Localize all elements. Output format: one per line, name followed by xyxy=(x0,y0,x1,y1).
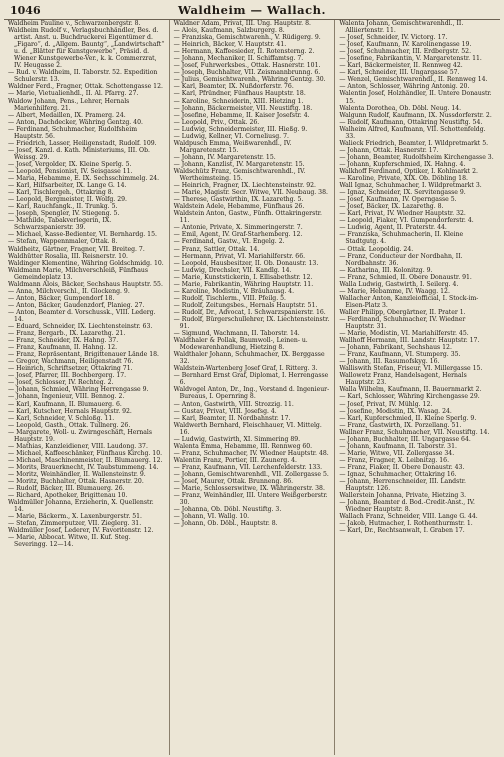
directory-entry: Waldmüller Josef, Lederer, IV. Favoritenstr. 12. xyxy=(8,527,154,535)
directory-entry: Waldmann Alois, Bäcker, Sechshaus Hauptstr. 55. xyxy=(8,280,163,288)
directory-entry: — Richard, Apotheker, Brigittenau 10. xyxy=(8,492,128,500)
directory-entry: — Heinrich, Schriftsetzer, Ottakring 71. xyxy=(8,365,133,373)
directory-entry: Wallner Franz, Schuhmacher, VII. Neustiftg. 14. xyxy=(339,428,490,436)
directory-entry: — Ludwig, Agent, II. Praterstr. 44. xyxy=(339,224,447,232)
directory-entry: — Wenzel, Gemischtwarenhdl., II. Rennweg 14. xyxy=(339,76,488,84)
directory-entry: Waldheim Pauline v., Schwarzenbergstr. 8. xyxy=(8,20,141,27)
directory-entry: — Franz, Repräsentant, Brigittenauer Lände 18. xyxy=(8,351,159,359)
directory-entry: — Ludwig, Drechsler, VII. Kandlg. 14. xyxy=(173,266,292,274)
directory-entry: — Franz, Fiaker, II. Obere Donaustr. 43. xyxy=(339,463,465,471)
directory-entry: Walentin Josef, Holzhändler, II. Untere Donaustr. 15. xyxy=(339,90,492,105)
directory-entry: — Franz, Schneider, IX. Hahng. 37. xyxy=(8,337,119,345)
directory-entry: — Johann, Mechaniker, II. Schiffamtsg. 7. xyxy=(173,55,304,63)
directory-entry: — Josef, Maurer, Ottak. Brunneng. 86. xyxy=(173,478,294,486)
directory-entry: Waldner Ferd., Fragner, Ottak. Schottengasse 12. xyxy=(8,83,163,91)
directory-entry: Walenta Emma, Hebamme, III. Rennweg 60. xyxy=(173,442,313,450)
directory-entry: — Anton, Gastwirth, VIII. Strozzig. 11. xyxy=(173,400,294,408)
directory-entry: — Anton, Schlosser, Währing Antonig. 20. xyxy=(339,83,470,91)
directory-entry: — Rudolf, Zeitungsbes., Hernals Hauptstr. 51. xyxy=(173,301,318,309)
directory-entry: — Antonie, Private, X. Simmeringerstr. 7. xyxy=(173,224,303,232)
directory-entry: — Franziska, Gemischtwarenh., V. Rüdigerg. 9. xyxy=(173,34,321,42)
directory-entry: — Mathias, Kanzleidiener, VIII. Laudong. 37. xyxy=(8,442,148,450)
directory-entry: — Leopold, Fiaker, VI. Gumpendorferstr. 4. xyxy=(339,217,474,225)
directory-entry: — Margarete, Woll- u. Zwirngeschäft, Hernals Hauptstr. 19. xyxy=(8,428,152,443)
directory-entry: Walla Wilhelm, Kaufmann, II. Bauernmarkt 2. xyxy=(339,386,482,394)
directory-entry: — Karoline, Private, XIX. Ob. Döbling 18. xyxy=(339,175,468,183)
directory-entry: — Josef, Kanzl. d. Kath. Ministeriums, III. Ob. Weissg. 29. xyxy=(8,146,150,161)
directory-entry: — Ludwig, Schneidermeister, III. Hießg. 9. xyxy=(173,125,308,133)
directory-entry: Wallowetz Franz, Handelsagent, Hernals Hauptstr. 23. xyxy=(339,372,467,387)
directory-entry: — Marie, Fabrikantin, Währing Hauptstr. 11. xyxy=(173,280,314,288)
directory-entry: — Heinrich, Fragner, IX. Liechtensteinstr. 92. xyxy=(173,182,316,190)
directory-entry: — Moritz, Weinhändler, II. Wallensteinstr. 9. xyxy=(8,471,146,478)
directory-entry: — Josef, Kaufmann, IV. Karolinengasse 19. xyxy=(339,41,472,49)
directory-entry: — Josef, Schlosser, IV. Rechteg. 2. xyxy=(8,379,114,387)
directory-entry: — Joseph, Spengler, IV. Stiegeng. 5. xyxy=(8,210,120,218)
directory-entry: Walheim Alfred, Kaufmann, VII. Schottenfeldg. 33. xyxy=(339,125,486,140)
directory-entry: Waldheitz, Gärtner, Fragner, VII. Breiteg. 7. xyxy=(8,245,145,253)
directory-entry: — Ferdinand, Schuhmacher, Rudolfsheim Hauptstr. 56. xyxy=(8,125,138,140)
directory-entry: — Karl, Schlosser, Währing Kirchengasse 29. xyxy=(339,393,480,401)
directory-entry: — Moritz, Buchhalter, Ottak. Hasnerstr. 20. xyxy=(8,478,144,486)
directory-entry: — Johann, IV. Margaretenstr. 15. xyxy=(173,153,276,161)
column-right xyxy=(334,20,500,755)
directory-entry: — Franz, Conducteur der Nordbahn, II. Nordbahnstr. 36. xyxy=(339,252,463,267)
directory-entry: — Leopold, Hausbesitzer, II. Ob. Donaustr. 13. xyxy=(173,259,319,267)
directory-entry: — Ignaz, Schuhmacher, Ottakring 16. xyxy=(339,471,457,478)
directory-entry: — Marie, Modistin, VI. Mariahilferstr. 45. xyxy=(339,330,469,338)
directory-entry: — Franz, Kaufmann, VI. Stumperg. 35. xyxy=(339,351,461,359)
directory-entry: Wallhoff Hermann, III. Landstr. Hauptstr. 17. xyxy=(339,337,480,345)
directory-entry: — Franz, Schmied, II. Obere Donaustr. 91. xyxy=(339,273,472,281)
directory-entry: Waldschütz Franz, Gemischtwarenhdl., IV. Wertheimsteing. 15. xyxy=(173,167,306,183)
column-middle xyxy=(169,20,335,755)
directory-entry: — Therese, Gastwirthin, IX. Lazarethg. 5. xyxy=(173,196,304,204)
directory-entry: — Johann, Herrenschneider, III. Landstr. Hauptstr. 126. xyxy=(339,478,466,493)
directory-entry: — Johann, Beamter, Rudolfsheim Kirchengasse 3. xyxy=(339,153,494,161)
directory-entry: Waldwerth Bernhard, Fleischhauer, VI. Mittelg. 16. xyxy=(173,421,322,436)
directory-entry: — Franz, Kaufmann, II. Hahng. 12. xyxy=(8,344,118,352)
directory-entry: — Johann, Buchhalter, III. Ungargasse 64. xyxy=(339,435,471,443)
directory-entry: — Josef, Pfarrer, III. Bochbergerg. 17. xyxy=(8,372,127,380)
directory-entry: Waldmüller Johanna, Erzieherin, X. Quellenstr. 14. xyxy=(8,499,154,514)
directory-entry: Waldmann Marie, Milchverschleiß, Fünfhaus Gemeindeplatz 13. xyxy=(8,266,148,281)
directory-entry: — Marie, Witwe, VII. Zollergasse 34. xyxy=(339,449,455,457)
directory-entry: — Franz, Gastwirth, IX. Porzellang. 51. xyxy=(339,421,462,429)
directory-entry: — Josef, Privat, IV. Mühlg. 12. xyxy=(339,400,433,408)
directory-entry: — Ferdinand, Gastw., VI. Engelg. 2. xyxy=(173,238,285,246)
directory-entry: Waldinger Klementine, Währing Goldschmidg. 10. xyxy=(8,259,164,267)
directory-entry: — Leopold, Gasth., Ottak. Tullnerg. 26. xyxy=(8,421,131,429)
directory-entry: — Karl, Bäckermeister, II. Rennweg 42. xyxy=(339,62,463,70)
directory-entry: — Friedrich, Lasser, Heiligenstadt, Rudolf. 109. xyxy=(8,139,157,147)
directory-entry: — Josef, Kaufmann, IV. Operngasse 5. xyxy=(339,196,457,204)
directory-entry: — Johann, III. Rasumofskyg. 16. xyxy=(339,358,440,366)
directory-entry: — Johann, Fabrikant, Sechshaus 12. xyxy=(339,344,452,352)
directory-entry: — Johanna, Ob. Döbl. Neustiftg. 3. xyxy=(173,506,282,514)
directory-entry: — Franz, Fragner, X. Leibnitzg. 16. xyxy=(339,456,450,464)
directory-entry: Walentin Franz, Portier, III. Zaunerg. 4. xyxy=(173,456,297,464)
directory-entry: — Marie, Hebamme, IV. Waagg. 12. xyxy=(339,287,450,295)
directory-entry: — Josefine, Fabrikantin, V. Margaretenstr. 11. xyxy=(339,55,482,63)
directory-entry: — Hermann, Privat, VI. Mariahilferstr. 66. xyxy=(173,252,306,260)
directory-entry: — Karl, Kutscher, Hernals Hauptstr. 92. xyxy=(8,407,132,415)
directory-entry: — Katharina, III. Kolonitzg. 9. xyxy=(339,266,433,274)
directory-entry: — Anton, Dachdecker, Währing Gentzg. 40. xyxy=(8,118,143,126)
directory-entry: — Karoline, Schneiderin, XIII. Hietzing 1. xyxy=(173,97,304,105)
column-left xyxy=(4,20,169,755)
directory-entry: — Karl, Rauchfangk., II. Trunkg. 5. xyxy=(8,203,118,211)
directory-entry: — Hermann, Kaffeesieder, II. Rotensterng. 2. xyxy=(173,48,315,56)
directory-entry: — Ignaz, Schneider, IX. Servitengasse 9. xyxy=(339,189,466,197)
directory-entry: — Anton, Bäcker, Gaudenzdorf, Planieg. 27. xyxy=(8,301,145,309)
directory-entry: Waller Philipp, Obergärtner, II. Prater 1. xyxy=(339,308,466,316)
directory-entry: — Rudolf, Tischlerm., VIII. Pfeilg. 5. xyxy=(173,294,286,302)
directory-entry: — Ludwig, Gastwirth, XI. Simmering 89. xyxy=(173,435,301,443)
directory-entry: Waldheim Rudolf v., Verlagsbuchhändler, Bes. d. artist. Anst. u. Buchdruckerei Eigentümer d. „Figaro“, d. „Allgem. Bauntg“, „Landwirtschaft“ u. d. „Blätter für Kunstgewerbe“, Präsid. d. Wiener Kunstgewerbe-Ver., k. k. Commerzrat, IV. Heugasse 2. xyxy=(8,27,165,70)
directory-entry: — Karoline, Modistin, V. Bräuhausg. 4. xyxy=(173,287,295,295)
directory-entry: — Franz, Bergarb., IX. Lazarethg. 21. xyxy=(8,330,126,338)
directory-columns xyxy=(4,20,500,755)
directory-entry: — Karl, Kaufmann, II. Blumauerg. 6. xyxy=(8,400,122,408)
directory-entry: — Stefan, Wappennmaler, Ottak. 8. xyxy=(8,238,118,246)
directory-entry: — Joseph, Buchhalter, VII. Zeismannbrunng. 6. xyxy=(173,69,321,77)
directory-entry: — Karl, Hilfsarbeiter, IX. Lange G. 14. xyxy=(8,182,127,190)
directory-entry: — Josef, Vergolder, IX. Kleine Sperlg. 5. xyxy=(8,160,132,168)
directory-entry: — Marie, Bäckerm., X. Laxenburgerstr. 51. xyxy=(8,513,142,521)
directory-entry: — Albert, Medaillen, IX. Pramerg. 24. xyxy=(8,111,126,119)
directory-entry: — Emil, Agent, IV. Graf-Starhemberg. 12. xyxy=(173,231,303,239)
directory-entry: — Karl, Dr., Rechtsanwalt, I. Graben 17. xyxy=(339,527,465,535)
directory-entry: Wallerstein Johanna, Private, Hietzing 3. xyxy=(339,492,467,500)
directory-entry: Waldhütter Rosalia, III. Reisnerstr. 10. xyxy=(8,252,128,260)
directory-entry: — Johann, Kanzlist, IV. Margaretenstr. 15. xyxy=(173,160,305,168)
directory-entry: — Karl, Tischlergeh., Ottakring 8. xyxy=(8,189,114,197)
directory-entry: Walkhoff Ferdinand, Optiker, I. Kohlmarkt 2. xyxy=(339,167,478,175)
directory-entry: — Karl, Schneider, III. Ungargasse 57. xyxy=(339,69,460,77)
directory-entry: — Johann, Ob. Döbl., Hauptstr. 8. xyxy=(173,520,278,528)
directory-entry: — Anton, Bäcker, Gumpendorf 18. xyxy=(8,294,115,302)
directory-entry: — Josef, Bäcker, IX. Lazarethg. 8. xyxy=(339,203,444,211)
directory-entry: — Leopold, Priv., Ottak. 26. xyxy=(173,118,260,126)
directory-entry: — Franziska, Schuhmacherin, II. Kleine Stadtgutg. 4. xyxy=(339,231,464,246)
directory-entry: — Marie, Schlosserswitwe, IX. Währingerstr. 38. xyxy=(173,485,325,493)
directory-entry: — Jakob, Hutmacher, I. Rothenthurmstr. 1. xyxy=(339,520,473,528)
directory-entry: — Ottak. Leopoldig. 24. xyxy=(339,245,414,253)
running-head: Waldheim — Wallach. xyxy=(178,3,326,17)
directory-entry: Walla Ludwig, Gastwirth, I. Seilerg. 4. xyxy=(339,280,459,288)
directory-entry: — Karl, Kupferschmied, II. Kleine Sperlg. 9. xyxy=(339,414,477,422)
page-header xyxy=(4,3,500,20)
directory-entry: Waldstein Anton, Gastw., Fünfh. Ottakringerstr. 11. xyxy=(173,210,322,225)
directory-entry: — Karl, Beamter, II. Nordbahnstr. 17. xyxy=(173,414,291,422)
directory-entry: — Karl, Privat, IV. Wiedner Hauptstr. 32. xyxy=(339,210,466,218)
directory-entry: — Ferdinand, Schuhmacher, IV. Wiedner Hauptstr. 31. xyxy=(339,315,466,331)
directory-entry: Wall Ignaz, Schuhmacher, I. Wildpretmarkt 3. xyxy=(339,182,482,190)
directory-entry: — Mathilde, Tabakverlegerin, IX. Schwarzspanierstr. 39. xyxy=(8,217,112,232)
directory-entry: — Johann, Kupferschmied, IX. Hahng. 4. xyxy=(339,160,466,168)
directory-entry: — Leopold, Bergmeister, II. Wolfg. 29. xyxy=(8,196,127,204)
directory-entry: — Johann, Schmied, Währing Herrengasse 9. xyxy=(8,386,149,394)
directory-entry: Walliswith Stefan, Friseur, VI. Millergasse 15. xyxy=(339,365,483,373)
directory-entry: — Rudolf, Bürgerschullehrer, IX. Liechtensteinstr. 91. xyxy=(173,315,330,331)
directory-entry: — Ludwig, Kellner, VI. Corneliusg. 7. xyxy=(173,132,289,140)
directory-entry: — Maria, Hebamme, E. IX. Sechsschimmelg. 24. xyxy=(8,175,160,183)
directory-entry: Waldthaler Johann, Schuhmacher, IX. Berggasse 32. xyxy=(173,351,325,366)
directory-entry: — Josef, Fuhrwerksbes., Ottak. Hasnerstr. 101. xyxy=(173,62,321,70)
directory-entry: — Rudolf, Dr., Advocat, I. Schwarzspanierstr. 16. xyxy=(173,308,326,316)
directory-entry: Wallach Franz, Schneider, VIII. Lange G. 44. xyxy=(339,513,478,521)
directory-entry: Walenta Johann, Gemischtwarenhdl., II. Alliiertenstr. 11. xyxy=(339,20,464,35)
page-number: 1046 xyxy=(10,4,41,17)
directory-entry: Waldner Adam, Privat, III. Ung. Hauptstr. 8. xyxy=(173,20,311,27)
directory-entry: — Franz, Weinhändler, III. Untere Weißgerberstr. 30. xyxy=(173,492,328,507)
directory-entry: — Karl, Beamter, IX. Nußdorferstr. 76. xyxy=(173,83,294,91)
directory-entry: — Karl, Schneider, V. Schloßg. 11. xyxy=(8,414,115,422)
directory-entry: — Rudolf, Bäcker, III. Blumauerg. 26. xyxy=(8,485,125,493)
directory-entry: — Gregor, Wachmann, Heiligenstadt 76. xyxy=(8,358,134,366)
directory-entry: — Johann, Kaufmann, II. Taborstr. 31. xyxy=(339,442,457,450)
directory-entry: — Marie, Abbocat. Witwe, II. Kuf. Steg. Severingg. 12—14. xyxy=(8,534,131,549)
directory-entry: — Josefine, Modistin, IX. Wasag. 24. xyxy=(339,407,452,415)
directory-entry: Walieck Friedrich, Beamter, I. Wildpretmarkt 5. xyxy=(339,139,489,147)
directory-entry: — Johann, Ottak. Hasnerstr. 17. xyxy=(339,146,439,154)
directory-entry: — Rudolf, Kaufmann, Ottakring Neustiftg. 54. xyxy=(339,118,483,126)
directory-entry: — Johann, Ingenieur, VIII. Bennog. 2. xyxy=(8,393,125,401)
directory-entry: Wallacher Anton, Kanzleiofficial, I. Stock-im-Eisen-Platz 3. xyxy=(339,294,479,309)
directory-entry: — Johann, Beamter d. Bod.-Credit-Anst., IV. Wiedner Hauptstr. 8. xyxy=(339,499,475,514)
directory-entry: — Gustav, Privat, VIII. Josefsg. 4. xyxy=(173,407,277,415)
directory-entry: — Leopold, Pensionist, IV. Seisgasse 11. xyxy=(8,167,133,175)
directory-entry: — Franz, Sattler, Ottak. 14. xyxy=(173,245,260,253)
directory-entry: — Johann, Gemischtwarenhdl., VII. Zollergasse 5. xyxy=(173,471,329,478)
directory-entry: — Johann, Bäckermeister, VII. Neustiftg. 18. xyxy=(173,104,313,112)
directory-entry: Waldstein Adele, Hebamme, Fünfhaus 26. xyxy=(173,203,305,211)
directory-entry: — Anton, Beamter d. Vorschussk., VIII. Lederg. 14. xyxy=(8,308,156,323)
directory-entry: — Heinrich, Bäcker, V. Hauptstr. 41. xyxy=(173,41,287,49)
directory-entry: — Morits, Brauerknecht, IV. Taubstummeng. 14. xyxy=(8,463,159,471)
directory-entry: — Marie, Kunststickerin, I. Ellisabethstr. 12. xyxy=(173,273,313,281)
directory-entry: — Karl, Pfründner, Fünfhaus Hauptstr. 18. xyxy=(173,90,306,98)
directory-entry: Walenta Dorothea, Ob. Döbl. Neug. 14. xyxy=(339,104,462,112)
directory-entry: — Alois, Kaufmann, Salzburgerg. 8. xyxy=(173,27,285,35)
directory-entry: — Michael, Kasse-Bedienter, VI. Bernhardg. 15. xyxy=(8,231,157,239)
directory-entry: — Franz, Kaufmann, VII. Lerchenfelderstr. 133. xyxy=(173,463,323,471)
directory-entry: — Eduard, Schneider, IX. Liechtensteinstr. 63. xyxy=(8,323,153,331)
directory-entry: — Michael, Maschinenmeister, II. Blumauerg. 12. xyxy=(8,456,163,464)
directory-entry: — Sigmund, Wachmann, II. Taborstr. 14. xyxy=(173,330,300,338)
directory-entry: — Julius, Gemischtwarenh., Währing Gentzg. 30. xyxy=(173,76,326,84)
directory-entry: Waldpusch Emma, Weißwarenhdl., IV. Margaretenstr. 15. xyxy=(173,139,292,154)
directory-entry: — Anna, Milchverschl., II. Glockeng. 9. xyxy=(8,287,130,295)
directory-entry: — Rud. v. Waldheim, II. Taborstr. 52. Expedition Schulerstr. 13. xyxy=(8,69,158,84)
directory-entry: — Marie, Magistr. Secr. Witwe, VII. Neubaug. 38. xyxy=(173,189,328,197)
directory-entry: Waldow Johann, Pens., Lehrer, Hernals Marienhilferg. 21. xyxy=(8,97,130,112)
directory-entry: — Josefine, Hebamme, II. Kaiser Josefstr. 4. xyxy=(173,111,310,119)
directory-entry: Waldstein-Wartenberg Josef Graf, I. Ritterg. 3. xyxy=(173,365,318,373)
directory-entry: — Stefan, Zimmerputzer, VII. Zieglerg. 31. xyxy=(8,520,142,528)
directory-entry: — Johann, VI. Wallg. 10. xyxy=(173,513,250,521)
directory-entry: Waldthaler & Pollak, Baumwoll-, Leinen- u. Modewarenhandlung, Hietzing 8. xyxy=(173,337,308,352)
directory-entry: — Josef, Schneider, IV. Victorg. 17. xyxy=(339,34,448,42)
directory-entry: Walgunn Rudolf, Kaufmann, IX. Nussdorferstr. 2. xyxy=(339,111,492,119)
directory-entry: — Franz, Schuhmacher, IV. Wiedner Hauptstr. 48. xyxy=(173,449,329,457)
directory-entry: — Michael, Kaffeeschänker, Fünfhaus Kirchg. 10. xyxy=(8,449,163,457)
directory-entry: Waldvogel Anton, Dr., Ing., Vorstand d. Ingenieur-Bureaus, I. Opernring 8. xyxy=(173,386,330,401)
directory-entry: — Marie, Vietualienhdl., II. Al. Pfarrg. 27. xyxy=(8,90,139,98)
directory-entry: — Bernhard Ernst Graf, Diplomat, I. Herrengasse 6. xyxy=(173,372,329,387)
directory-entry: — Josef, Schuhmacher, III. Erdbergstr. 52. xyxy=(339,48,472,56)
